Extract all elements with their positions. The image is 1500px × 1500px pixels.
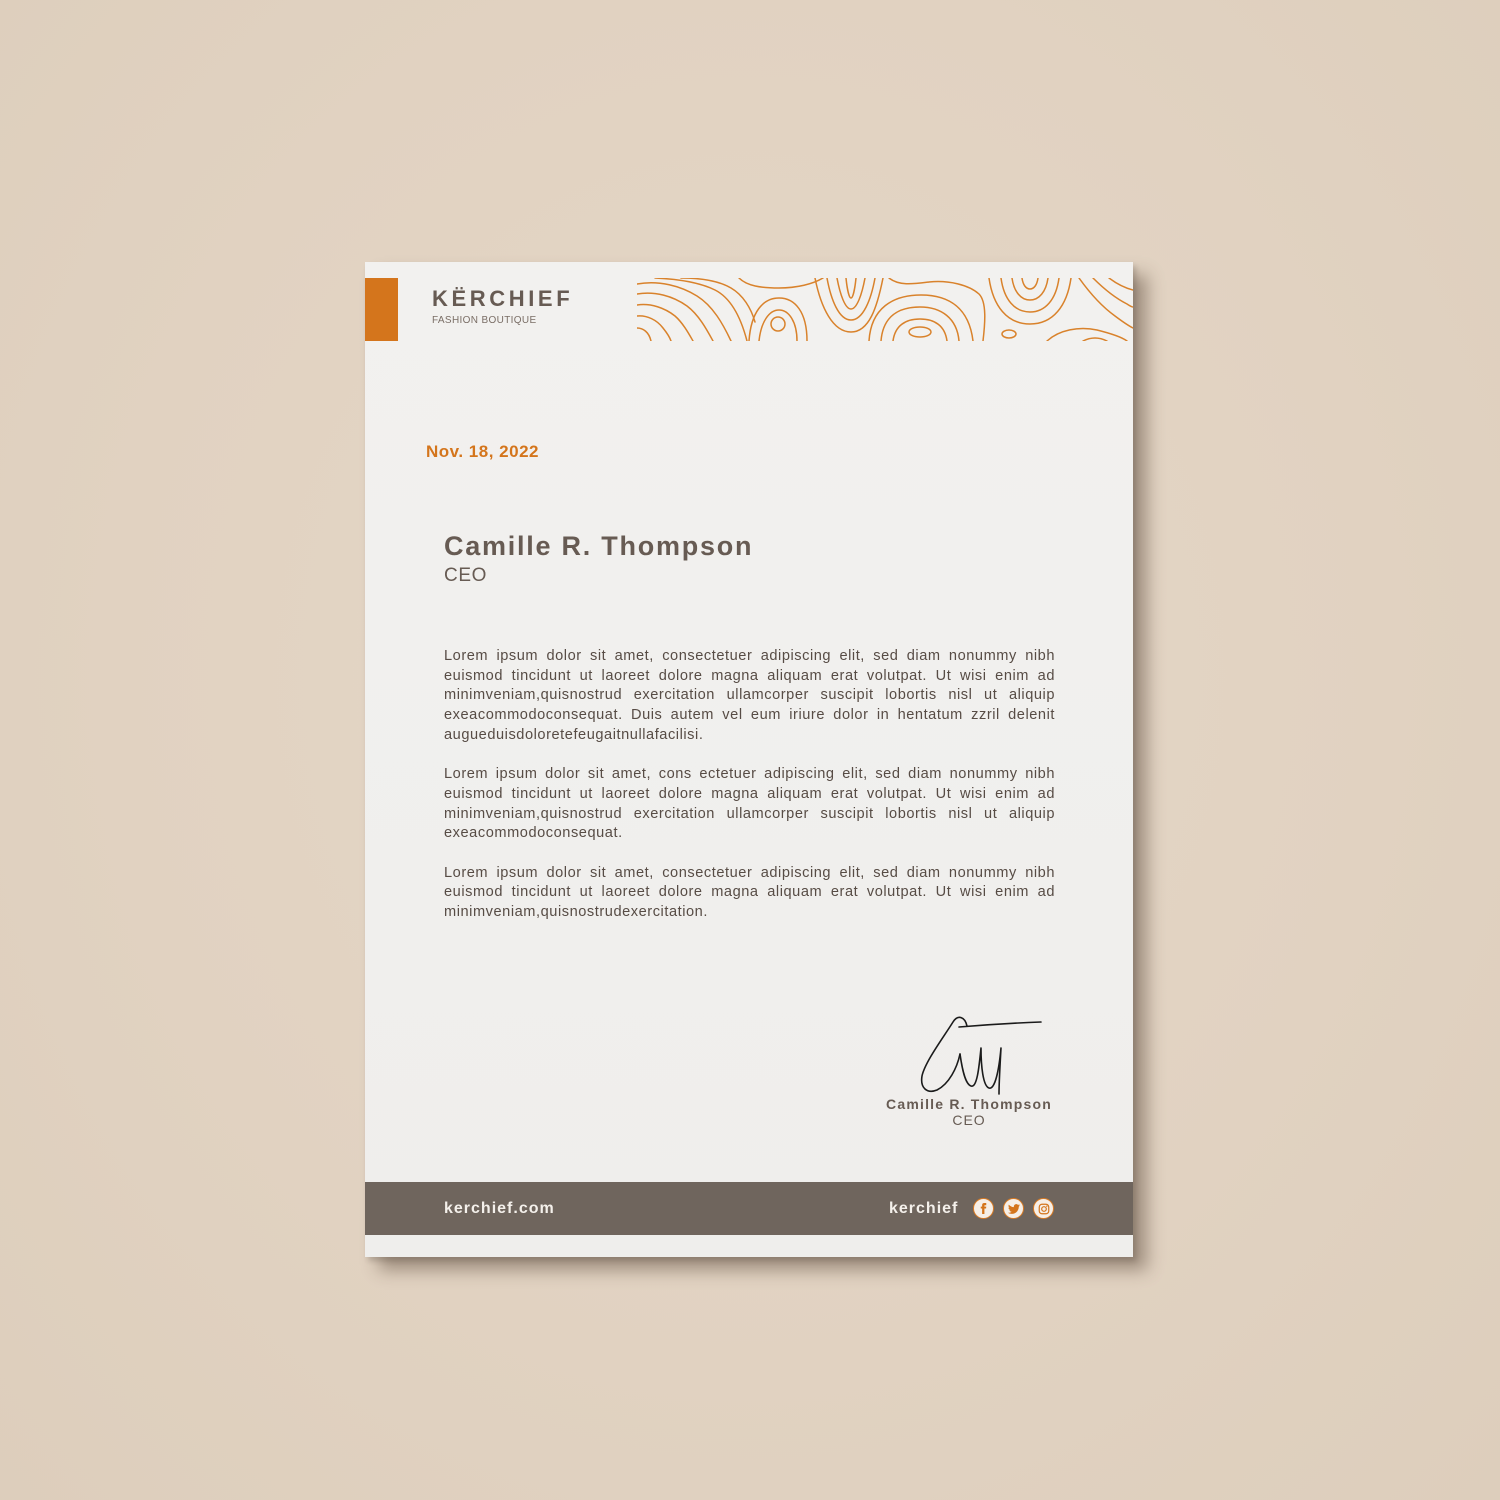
contour-line — [655, 278, 747, 341]
contour-line — [637, 328, 651, 341]
letter-date: Nov. 18, 2022 — [426, 442, 539, 461]
topographic-pattern — [637, 278, 1133, 341]
person-name: Camille R. Thompson — [444, 531, 754, 561]
contour-line — [881, 307, 959, 341]
body-line: exeacommodoconsequat. Duis autem vel eum iriure dolor in hentatum zzril delenit — [444, 707, 1055, 724]
letterhead-paper — [365, 262, 1133, 1257]
instagram-glyph — [1038, 1203, 1050, 1215]
facebook-icon — [973, 1198, 994, 1219]
contour-line — [1002, 330, 1016, 338]
body-line: euismod tincidunt ut laoreet dolore magna aliquam erat volutpat. Ut wisi enim ad — [444, 884, 1055, 901]
body-line: Lorem ipsum dolor sit amet, consectetuer adipiscing elit, sed diam nonummy nibh — [444, 864, 1055, 881]
body-line: minimveniam,quisnostrudexercitation. — [444, 903, 708, 920]
handwritten-signature — [915, 1010, 1045, 1100]
instagram-icon — [1033, 1198, 1054, 1219]
contour-lines — [637, 278, 1133, 341]
contour-line — [1109, 278, 1133, 290]
brand-tagline: FASHION BOUTIQUE — [432, 315, 537, 326]
facebook-glyph — [978, 1203, 989, 1214]
body-line: euismod tincidunt ut laoreet dolore magna aliquam erat volutpat. Ut wisi enim ad — [444, 785, 1055, 802]
signature-stroke — [959, 1022, 1041, 1027]
twitter-glyph — [1008, 1203, 1020, 1215]
accent-bar — [365, 278, 398, 341]
body-line: exeacommodoconsequat. — [444, 825, 623, 842]
contour-line — [759, 310, 797, 341]
body-line: Lorem ipsum dolor sit amet, cons ectetuer adipiscing elit, sed diam nonummy nibh — [444, 766, 1055, 783]
contour-line — [771, 317, 785, 331]
contour-line — [989, 278, 1071, 324]
contour-line — [637, 305, 693, 341]
contour-line — [909, 327, 931, 337]
signature-name: Camille R. Thompson — [886, 1096, 1052, 1112]
footer-social-handle: kerchief — [889, 1200, 959, 1217]
signature-stroke — [960, 1048, 1001, 1094]
brand-logo-name: KËRCHIEF — [432, 286, 574, 311]
person-title: CEO — [444, 565, 487, 586]
footer-website: kerchief.com — [444, 1200, 555, 1217]
contour-line — [1001, 278, 1059, 312]
contour-line — [1022, 278, 1038, 289]
footer-bar — [365, 1182, 1133, 1235]
paragraph — [444, 765, 1055, 844]
signature-title: CEO — [952, 1112, 986, 1128]
body-line: minimveniam,quisnostrud exercitation ullamcorper suscipit lobortis nisl ut aliquip — [444, 687, 1055, 704]
body-line: minimveniam,quisnostrud exercitation ullamcorper suscipit lobortis nisl ut aliquip — [444, 805, 1055, 822]
contour-line — [1083, 338, 1107, 341]
contour-line — [749, 298, 807, 341]
twitter-icon — [1003, 1198, 1024, 1219]
body-line: euismod tincidunt ut laoreet dolore magna aliquam erat volutpat. Ut wisi enim ad — [444, 667, 1055, 684]
contour-line — [837, 278, 865, 309]
paragraph — [444, 647, 1055, 745]
letter-body — [444, 647, 1055, 923]
body-line: augueduisdoloretefeugaitnullafacilisi. — [444, 726, 704, 743]
contour-line — [739, 278, 823, 288]
contour-line — [846, 278, 856, 298]
body-line: Lorem ipsum dolor sit amet, consectetuer adipiscing elit, sed diam nonummy nibh — [444, 648, 1055, 664]
contour-line — [681, 278, 755, 322]
signature-block — [869, 1097, 1069, 1127]
paragraph — [444, 864, 1055, 923]
contour-line — [827, 278, 875, 320]
